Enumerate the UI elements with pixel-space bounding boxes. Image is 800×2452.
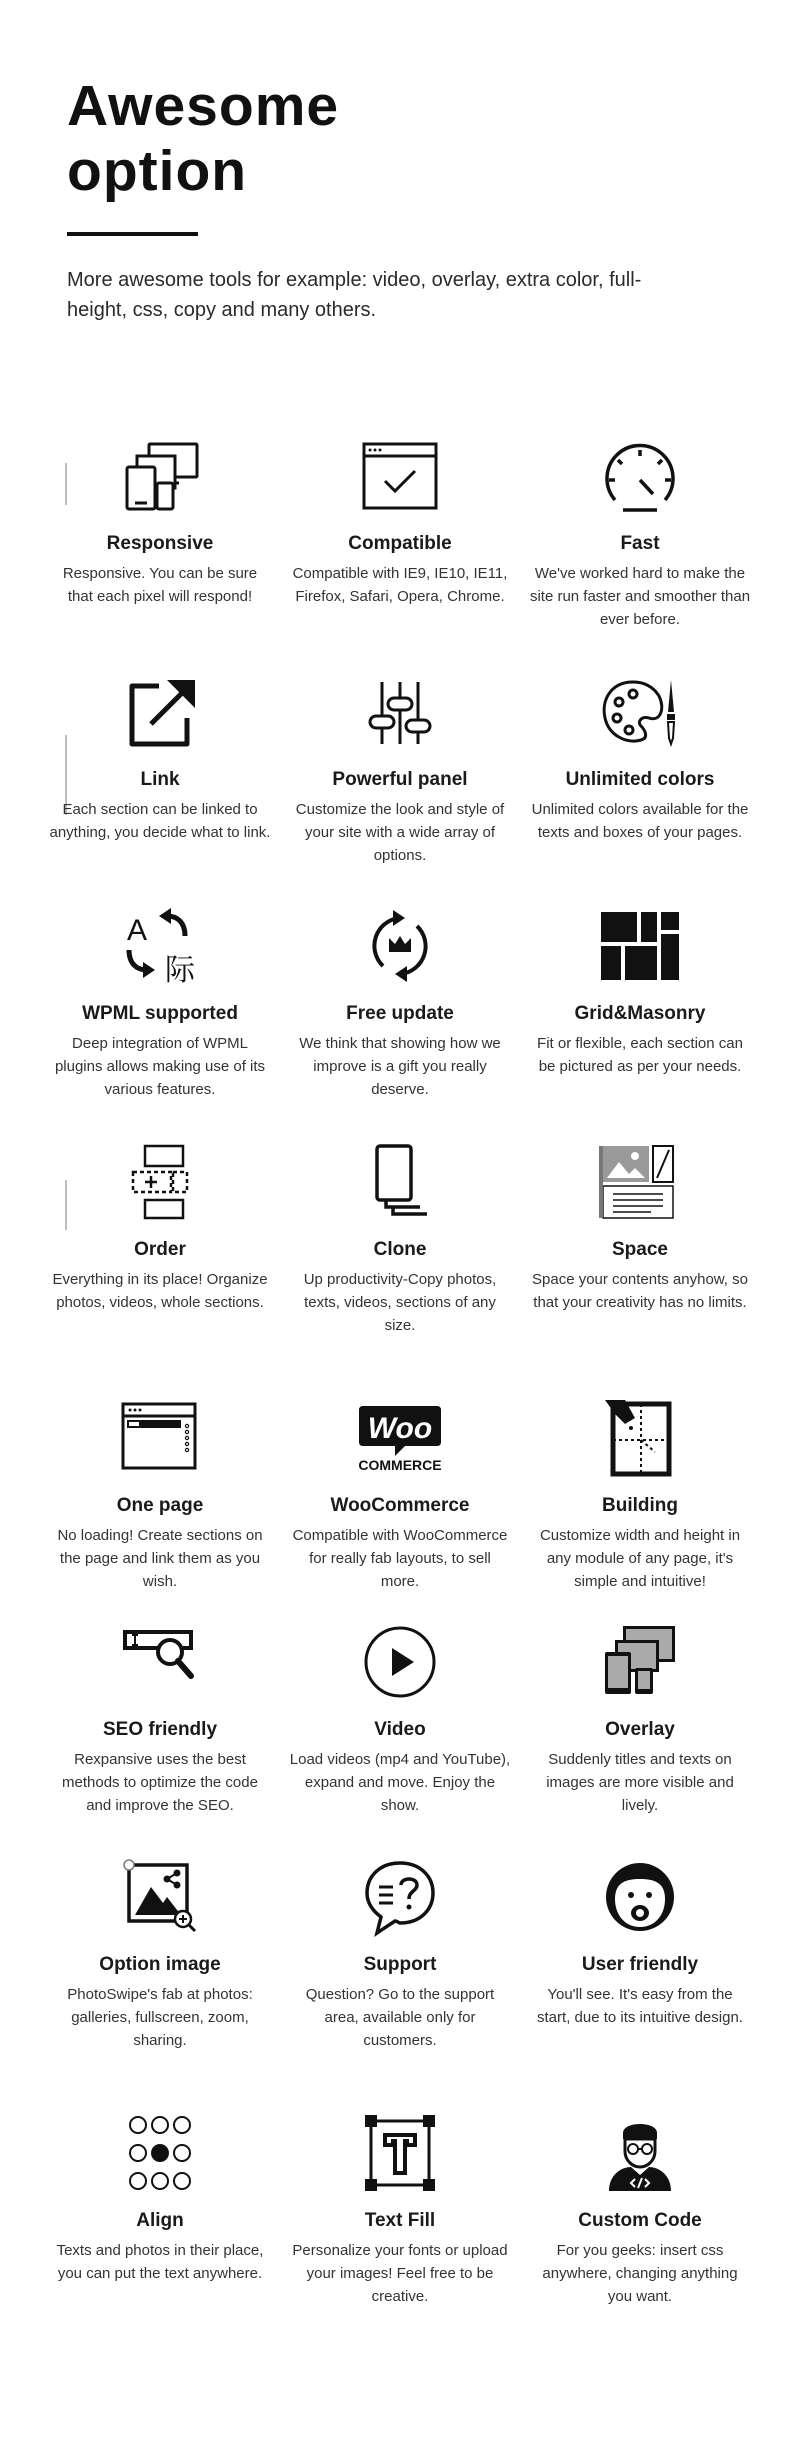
feature-title: Text Fill (364, 2210, 436, 2231)
feature-title: Building (602, 1495, 678, 1516)
feature-description: Suddenly titles and texts on images are more visible and lively. (546, 1751, 734, 1814)
feature-building (525, 1398, 755, 1593)
feature-space (525, 1142, 755, 1314)
feature-description: Everything in its place! Organize photos, videos, whole sections. (52, 1271, 268, 1311)
feature-description: Space your contents anyhow, so that your creativity has no limits. (532, 1271, 748, 1311)
feature-description: Customize the look and style of your site with a wide array of options. (295, 801, 505, 864)
feature-description: Responsive. You can be sure that each pixel will respond! (62, 565, 258, 605)
feature-description: You'll see. It's easy from the start, due to its intuitive design. (537, 1986, 743, 2026)
feature-description: Rexpansive uses the best methods to optimize the code and improve the SEO. (62, 1751, 258, 1814)
feature-description: Compatible with WooCommerce for really fab layouts, to sell more. (292, 1527, 508, 1590)
feature-title: Free update (346, 1003, 454, 1024)
one-page-window-icon (115, 1398, 205, 1478)
feature-order (45, 1142, 275, 1314)
feature-free-update (285, 906, 515, 1101)
feature-powerful-panel (285, 672, 515, 867)
page-subtitle: More awesome tools for example: video, overlay, extra color, full-height, css, copy and many others. (67, 269, 642, 321)
feature-title: Link (140, 769, 180, 790)
feature-description: Compatible with IE9, IE10, IE11, Firefox, Safari, Opera, Chrome. (292, 565, 508, 605)
text-fill-icon (355, 2113, 445, 2193)
feature-title: One page (116, 1495, 204, 1516)
feature-description: Load videos (mp4 and YouTube), expand and move. Enjoy the show. (289, 1751, 511, 1814)
feature-description: Deep integration of WPML plugins allows making use of its various features. (54, 1035, 266, 1098)
overlay-devices-icon (595, 1622, 685, 1702)
feature-description: For you geeks: insert css anywhere, changing anything you want. (542, 2242, 738, 2305)
feature-description: Customize width and height in any module of any page, it's simple and intuitive! (539, 1527, 741, 1590)
external-link-icon (115, 672, 205, 752)
translate-latin-glyph: A (127, 914, 148, 947)
feature-link (45, 672, 275, 844)
feature-description: Unlimited colors available for the texts and boxes of your pages. (531, 801, 749, 841)
feature-description: Fit or flexible, each section can be pictured as per your needs. (537, 1035, 743, 1075)
feature-align (45, 2113, 275, 2285)
feature-user-friendly (525, 1857, 755, 2029)
crown-refresh-icon (355, 906, 445, 986)
feature-description: Personalize your fonts or upload your images! Feel free to be creative. (292, 2242, 508, 2305)
baby-face-icon (595, 1857, 685, 1937)
feature-option-image (45, 1857, 275, 2052)
translate-cjk-glyph: 际 (165, 953, 195, 986)
feature-title: Custom Code (578, 2210, 702, 2231)
feature-title: Option image (99, 1954, 221, 1975)
intro-section (67, 74, 667, 325)
coder-avatar-icon (595, 2113, 685, 2193)
align-grid-icon (115, 2113, 205, 2193)
feature-description: Texts and photos in their place, you can put the text anywhere. (56, 2242, 264, 2282)
feature-title: Unlimited colors (565, 769, 715, 790)
woo-logo-text: Woo (367, 1412, 433, 1445)
feature-title: Order (134, 1239, 186, 1260)
feature-title: WooCommerce (330, 1495, 470, 1516)
feature-title: Video (374, 1719, 426, 1740)
feature-description: Up productivity-Copy photos, texts, videos, sections of any size. (303, 1271, 497, 1334)
feature-description: We think that showing how we improve is a gift you really deserve. (299, 1035, 501, 1098)
clone-pages-icon (355, 1142, 445, 1222)
seo-search-icon (115, 1622, 205, 1702)
feature-title: Support (363, 1954, 437, 1975)
feature-title: Compatible (348, 533, 452, 554)
responsive-devices-icon (115, 436, 205, 516)
feature-unlimited-colors (525, 672, 755, 844)
speedometer-icon (595, 436, 685, 516)
feature-description: Question? Go to the support area, available only for customers. (305, 1986, 495, 2049)
feature-clone (285, 1142, 515, 1337)
browser-check-icon (355, 436, 445, 516)
feature-description: Each section can be linked to anything, you decide what to link. (49, 801, 271, 841)
feature-title: Align (136, 2210, 184, 2231)
feature-title: Responsive (106, 533, 214, 554)
feature-title: WPML supported (82, 1003, 238, 1024)
feature-woocommerce (285, 1398, 515, 1593)
play-circle-icon (355, 1622, 445, 1702)
title-underline (67, 232, 198, 236)
feature-fast (525, 436, 755, 631)
feature-custom-code (525, 2113, 755, 2308)
feature-description: PhotoSwipe's fab at photos: galleries, fullscreen, zoom, sharing. (67, 1986, 253, 2049)
space-layout-icon (595, 1142, 685, 1222)
feature-wpml (45, 906, 275, 1101)
commerce-logo-text: COMMERCE (358, 1457, 442, 1473)
reorder-blocks-icon (115, 1142, 205, 1222)
feature-compatible (285, 436, 515, 608)
feature-title: Powerful panel (332, 769, 468, 790)
feature-title: Overlay (605, 1719, 675, 1740)
feature-video (285, 1622, 515, 1817)
feature-responsive (45, 436, 275, 608)
image-zoom-share-icon (115, 1857, 205, 1937)
sliders-icon (355, 672, 445, 752)
feature-text-fill (285, 2113, 515, 2308)
feature-grid-masonry (525, 906, 755, 1078)
feature-title: Space (612, 1239, 668, 1260)
feature-description: We've worked hard to make the site run faster and smoother than ever before. (529, 565, 751, 628)
feature-title: SEO friendly (102, 1719, 218, 1740)
feature-title: Grid&Masonry (574, 1003, 706, 1024)
masonry-grid-icon (595, 906, 685, 986)
building-blueprint-icon (595, 1398, 685, 1478)
chat-question-icon (355, 1857, 445, 1937)
translate-icon (115, 906, 205, 986)
feature-support (285, 1857, 515, 2052)
feature-title: Clone (373, 1239, 427, 1260)
feature-title: Fast (620, 533, 660, 554)
woocommerce-logo-icon (355, 1398, 445, 1478)
page-title: Awesome option (67, 74, 340, 203)
feature-overlay (525, 1622, 755, 1817)
feature-title: User friendly (581, 1954, 699, 1975)
feature-one-page (45, 1398, 275, 1593)
feature-seo (45, 1622, 275, 1817)
palette-icon (595, 672, 685, 752)
feature-description: No loading! Create sections on the page and link them as you wish. (57, 1527, 263, 1590)
